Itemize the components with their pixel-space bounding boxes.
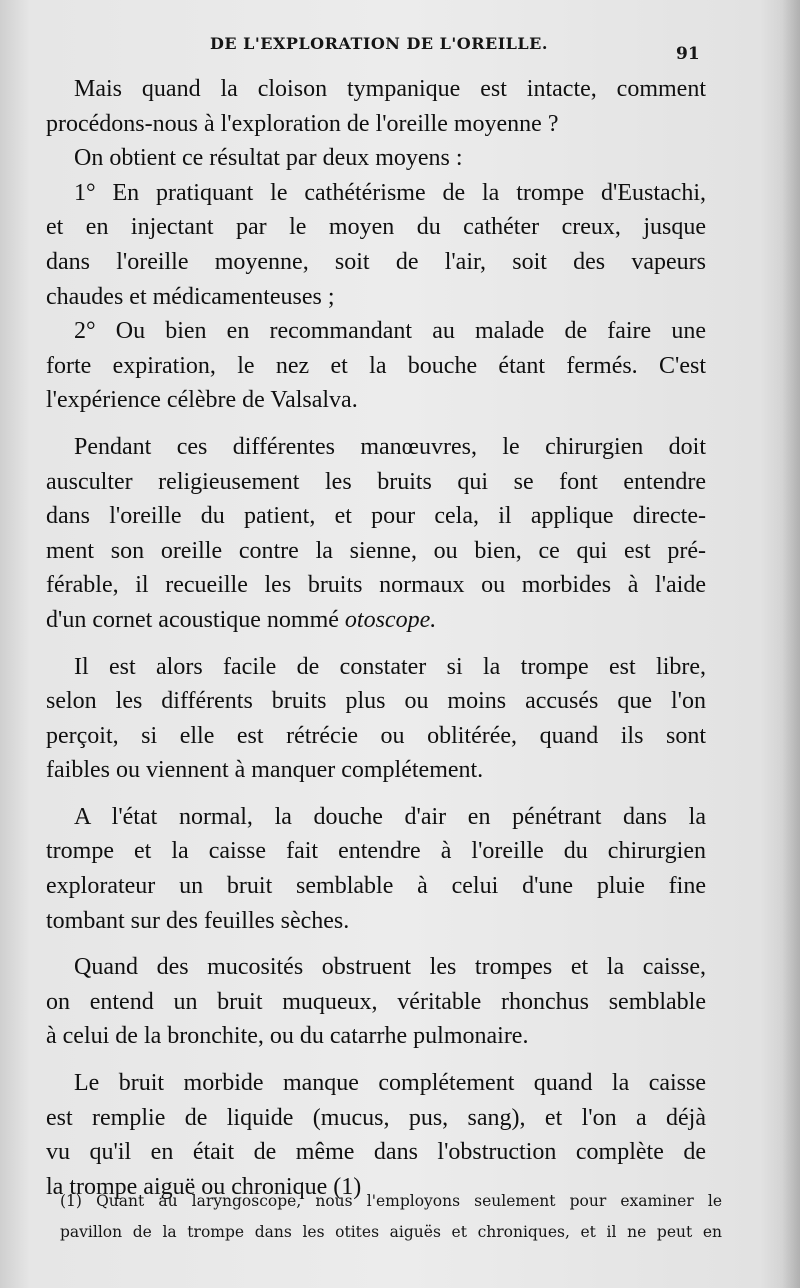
footnote-line: (1) Quant au laryngoscope, nous l'employons seulement pour examiner le	[60, 1192, 722, 1210]
page-header	[0, 30, 800, 64]
text-line-start: d'un cornet acoustique nommé	[46, 606, 339, 633]
paragraph	[46, 800, 706, 938]
text-line: forte expiration, le nez et la bouche étant fermés. C'est	[46, 352, 706, 379]
text-line: à celui de la bronchite, ou du catarrhe pulmonaire.	[46, 1023, 529, 1050]
text-line: Pendant ces différentes manœuvres, le chirurgien doit	[74, 433, 706, 460]
paragraph	[46, 1066, 706, 1204]
text-line: dans l'oreille moyenne, soit de l'air, soit des vapeurs	[46, 248, 706, 275]
text-line: on entend un bruit muqueux, véritable rhonchus semblable	[46, 988, 706, 1015]
text-line: et en injectant par le moyen du cathéter creux, jusque	[46, 214, 706, 241]
page-number: 91	[676, 44, 700, 64]
text-line: férable, il recueille les bruits normaux ou morbides à l'aide	[46, 572, 706, 599]
text-line: procédons-nous à l'exploration de l'oreille moyenne ?	[46, 110, 559, 137]
text-line	[46, 603, 706, 638]
paragraph	[46, 650, 706, 788]
text-line: Le bruit morbide manque complétement quand la caisse	[74, 1070, 706, 1097]
text-line: ausculter religieusement les bruits qui se font entendre	[46, 468, 706, 495]
text-line: explorateur un bruit semblable à celui d'une pluie fine	[46, 873, 706, 900]
running-title: DE L'EXPLORATION DE L'OREILLE.	[210, 34, 548, 53]
text-line: 2° Ou bien en recommandant au malade de faire une	[74, 318, 706, 345]
text-line: Mais quand la cloison tympanique est intacte, comment	[74, 76, 706, 102]
text-line: On obtient ce résultat par deux moyens :	[74, 145, 463, 172]
footnotes	[60, 1186, 722, 1248]
text-line: la trompe aiguë ou chronique (1)	[46, 1173, 362, 1200]
page-edge-shadow	[782, 0, 800, 1288]
paragraph	[46, 430, 706, 638]
text-line: Il est alors facile de constater si la trompe est libre,	[74, 653, 706, 680]
text-line: A l'état normal, la douche d'air en pénétrant dans la	[74, 803, 706, 830]
text-line: selon les différents bruits plus ou moins accusés que l'on	[46, 688, 706, 715]
paragraph	[46, 141, 706, 176]
text-line: l'expérience célèbre de Valsalva.	[46, 387, 358, 414]
text-line: Quand des mucosités obstruent les trompes et la caisse,	[74, 954, 706, 981]
text-line: perçoit, si elle est rétrécie ou oblitérée, quand ils sont	[46, 722, 706, 749]
paragraph	[46, 950, 706, 1054]
text-line: vu qu'il en était de même dans l'obstruction complète de	[46, 1139, 706, 1166]
body-text	[46, 72, 706, 1204]
paragraph	[46, 72, 706, 141]
footnote-line: pavillon de la trompe dans les otites aiguës et chroniques, et il ne peut en	[60, 1223, 722, 1241]
paragraph	[46, 314, 706, 418]
text-line: faibles ou viennent à manquer complétement.	[46, 757, 484, 784]
text-line: ment son oreille contre la sienne, ou bien, ce qui est pré-	[46, 537, 706, 564]
text-line: chaudes et médicamenteuses ;	[46, 283, 335, 310]
text-line: tombant sur des feuilles sèches.	[46, 907, 350, 934]
text-line: dans l'oreille du patient, et pour cela, il applique directe-	[46, 503, 706, 530]
text-line: est remplie de liquide (mucus, pus, sang), et l'on a déjà	[46, 1104, 706, 1131]
italic-term: otoscope.	[344, 606, 437, 633]
text-line: trompe et la caisse fait entendre à l'oreille du chirurgien	[46, 838, 706, 865]
paragraph	[46, 176, 706, 314]
text-line: 1° En pratiquant le cathétérisme de la trompe d'Eustachi,	[74, 179, 706, 206]
